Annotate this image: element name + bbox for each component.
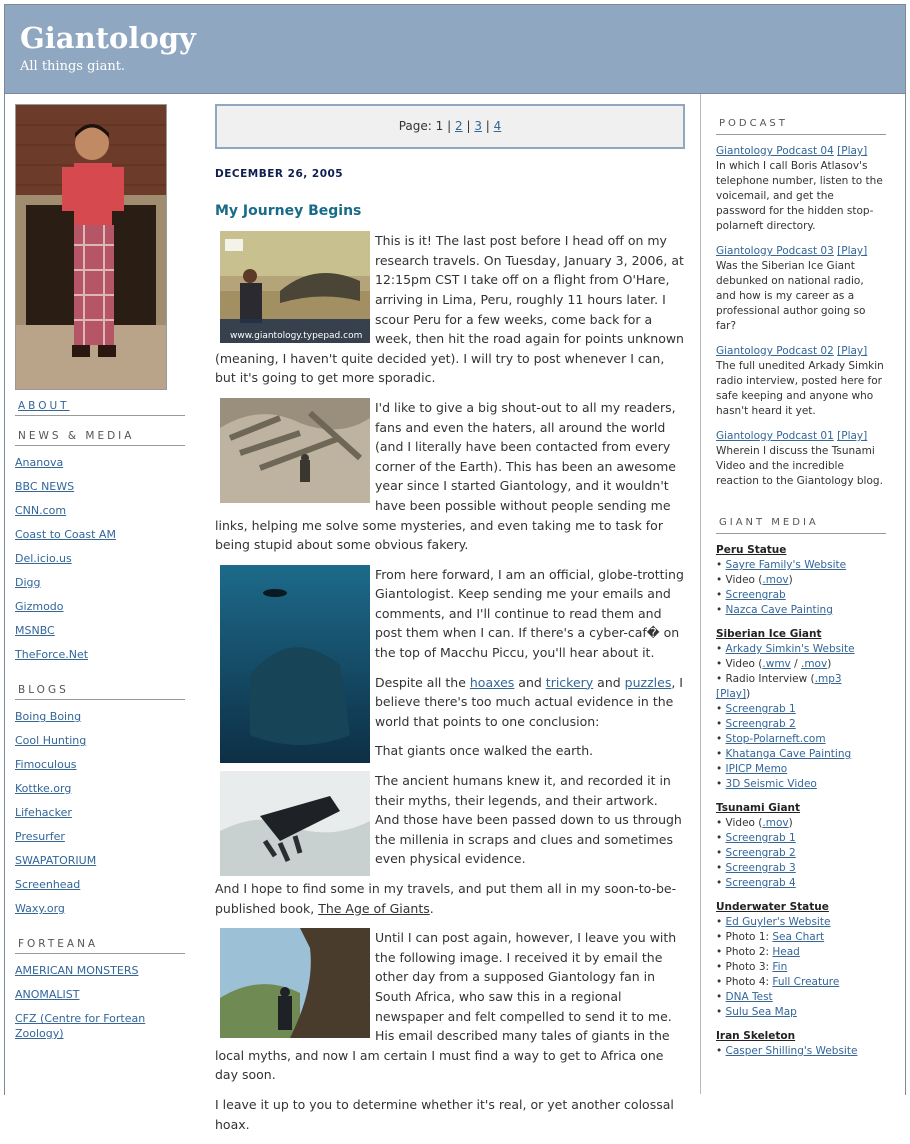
- media-link[interactable]: Stop-Polarneft.com: [725, 733, 826, 745]
- bullet: •: [716, 991, 726, 1003]
- media-link[interactable]: Nazca Cave Painting: [725, 604, 833, 616]
- text-run: ): [746, 688, 751, 700]
- media-link[interactable]: Screengrab 2: [725, 847, 796, 859]
- media-link[interactable]: .wmv: [762, 658, 791, 670]
- blog-link[interactable]: Presurfer: [15, 830, 65, 843]
- post-title[interactable]: My Journey Begins: [215, 202, 362, 219]
- african-giant-image[interactable]: [220, 928, 370, 1038]
- underwater-statue-group: [716, 900, 886, 1020]
- bullet: •: [716, 763, 726, 775]
- underwater-statue-image[interactable]: [220, 565, 370, 763]
- podcast-heading: PODCAST: [716, 116, 886, 135]
- media-link[interactable]: Fin: [772, 961, 788, 973]
- pager-separator: |: [485, 119, 490, 133]
- podcast-play-link[interactable]: [Play]: [837, 145, 868, 157]
- blog-link[interactable]: Fimoculous: [15, 758, 77, 771]
- blog-link[interactable]: Lifehacker: [15, 806, 72, 819]
- post-paragraph: This is it! The last post before I head off on my research travels. On Tuesday, January 3, 2006, at 12:15pm CST I take off on a flight from O'Hare, arriving in Lima, Peru, roughly 11 hours later. I scour Peru for a few weeks, come back for a week, then hit the road again for points unknown (meaning, I haven't quite decided yet). I will try to post whenever I can, but it's going to get more sporadic.: [215, 233, 684, 386]
- media-link[interactable]: Sea Chart: [772, 931, 825, 943]
- post-paragraph: The ancient humans knew it, and recorded it in their myths, their legends, and their artwork. And those have been passed down to us through the millenia in scraps and clues and sometimes even physical evidence.: [375, 773, 682, 867]
- podcast-item: [716, 429, 886, 489]
- forteana-link[interactable]: AMERICAN MONSTERS: [15, 964, 139, 977]
- podcast-description: Wherein I discuss the Tsunami Video and the incredible reaction to the Giantology blog.: [716, 445, 883, 487]
- hoaxes-link[interactable]: hoaxes: [469, 674, 515, 690]
- group-title: Underwater Statue: [716, 901, 829, 913]
- media-link[interactable]: Sulu Sea Map: [725, 1006, 797, 1018]
- pager-label: Page:: [398, 119, 432, 133]
- blog-link[interactable]: Kottke.org: [15, 782, 72, 795]
- pager-separator: |: [447, 119, 452, 133]
- text-run: Video (: [725, 574, 763, 586]
- blogs-heading: BLOGS: [15, 684, 185, 700]
- pager-link-4[interactable]: 4: [493, 119, 502, 133]
- stone-hand-illustration: [220, 398, 370, 503]
- right-sidebar: [700, 94, 901, 1094]
- post-body: [215, 231, 685, 1134]
- news-link[interactable]: Del.icio.us: [15, 552, 72, 565]
- bullet: •: [716, 748, 726, 760]
- text-run: Photo 1:: [725, 931, 773, 943]
- blog-link[interactable]: Cool Hunting: [15, 734, 87, 747]
- text-run: ): [788, 817, 793, 829]
- podcast-play-link[interactable]: [Play]: [837, 245, 868, 257]
- media-link[interactable]: 3D Seismic Video: [725, 778, 817, 790]
- media-link[interactable]: Ed Guyler's Website: [725, 916, 831, 928]
- post-date: DECEMBER 26, 2005: [215, 168, 344, 180]
- iran-skeleton-group: [716, 1029, 886, 1059]
- media-link[interactable]: Screengrab 1: [725, 832, 796, 844]
- underwater-illustration: [220, 565, 370, 763]
- post-paragraph: I leave it up to you to determine whether it's real, or yet another colossal hoax.: [215, 1096, 674, 1132]
- media-link[interactable]: Head: [772, 946, 800, 958]
- about-heading[interactable]: [15, 400, 185, 416]
- podcast-item: [716, 144, 886, 234]
- bullet: •: [716, 1045, 726, 1057]
- siberian-ice-giant-group: [716, 627, 886, 792]
- bullet: •: [716, 862, 726, 874]
- text-run: .: [429, 900, 434, 916]
- bullet: •: [716, 589, 726, 601]
- bullet: •: [716, 817, 726, 829]
- bullet: •: [716, 658, 726, 670]
- tsunami-giant-group: [716, 801, 886, 891]
- blog-link[interactable]: SWAPATORIUM: [15, 854, 97, 867]
- media-link[interactable]: .mov: [800, 658, 828, 670]
- main-content: [215, 104, 685, 1144]
- blogs-list: [15, 709, 185, 916]
- banner: [5, 5, 905, 94]
- media-link[interactable]: .mov: [762, 574, 789, 586]
- podcast-item: [716, 244, 886, 334]
- news-link[interactable]: BBC NEWS: [15, 480, 75, 493]
- news-media-heading: NEWS & MEDIA: [15, 430, 185, 446]
- left-sidebar: [15, 104, 185, 1050]
- giant-media-heading: GIANT MEDIA: [716, 515, 886, 534]
- image-caption: www.giantology.typepad.com: [230, 331, 363, 342]
- post-paragraph: [215, 879, 685, 918]
- text-run: ): [827, 658, 832, 670]
- text-run: Video (: [725, 658, 763, 670]
- blog-link[interactable]: Boing Boing: [15, 710, 82, 723]
- podcast-description: The full unedited Arkady Simkin radio interview, posted here for safe keeping and anyone who hasn't heard it yet.: [716, 360, 884, 417]
- news-link[interactable]: Coast to Coast AM: [15, 528, 116, 541]
- podcast-description: In which I call Boris Atlasov's telephone number, listen to the voicemail, and get the password for the hidden stop-polarneft directory.: [716, 160, 883, 232]
- post-paragraph: Until I can post again, however, I leave you with the following image. I received it by email the other day from a supposed Giantology fan in South Africa, who saw this in a regional newspaper and felt compelled to send it to me. His email described many tales of giants in the local myths, and now I am certain I must find a way to get to Africa one day soon.: [215, 930, 677, 1083]
- text-run: ): [788, 574, 793, 586]
- trickery-link[interactable]: trickery: [545, 674, 594, 690]
- about-link[interactable]: ABOUT: [18, 400, 70, 412]
- podcast-play-link[interactable]: [Play]: [837, 345, 868, 357]
- media-link[interactable]: Sayre Family's Website: [725, 559, 847, 571]
- post-paragraph: I'd like to give a big shout-out to all my readers, fans and even the haters, all around the world (and I literally have been contacted from every corner of the Earth). This has been an awesome year since I started Giantology, and it wouldn't have been possible without people sending me links, helping me solve some mysteries, and even taking me to task for being stupid about some obvious fakery.: [215, 399, 676, 553]
- podcast-item: [716, 344, 886, 419]
- group-title: Tsunami Giant: [716, 802, 801, 814]
- podcast-description: Was the Siberian Ice Giant debunked on national radio, and how is my career as a professional author going so far?: [716, 260, 866, 332]
- media-link[interactable]: Khatanga Cave Painting: [725, 748, 852, 760]
- play-link[interactable]: [Play]: [716, 688, 747, 700]
- media-link[interactable]: Screengrab 3: [725, 862, 796, 874]
- forteana-heading: FORTEANA: [15, 938, 185, 954]
- text-run: Video (: [725, 817, 763, 829]
- bullet: •: [716, 673, 726, 685]
- text-run: /: [790, 658, 801, 670]
- bullet: •: [716, 1006, 726, 1018]
- blog-link[interactable]: Screenhead: [15, 878, 81, 891]
- bullet: •: [716, 703, 726, 715]
- bullet: •: [716, 961, 726, 973]
- podcast-title-link[interactable]: Giantology Podcast 01: [716, 430, 834, 442]
- post-paragraph: From here forward, I am an official, globe-trotting Giantologist. Keep sending me your emails and comments, and I'll continue to read them and post them when I can. If there's a cyber-caf� on the top of Macchu Piccu, you'll hear about it.: [375, 566, 684, 661]
- bullet: •: [716, 976, 726, 988]
- news-media-list: [15, 455, 185, 662]
- pager-separator: |: [466, 119, 471, 133]
- text-run: and: [514, 674, 546, 690]
- bullet: •: [716, 733, 726, 745]
- media-link[interactable]: Screengrab: [725, 589, 786, 601]
- pager-link-3[interactable]: 3: [474, 119, 482, 133]
- news-link[interactable]: Gizmodo: [15, 600, 64, 613]
- podcast-title-link[interactable]: Giantology Podcast 02: [716, 345, 834, 357]
- text-run: And I hope to find some in my travels, and put them all in my soon-to-be-published book,: [215, 881, 677, 916]
- post-paragraph: That giants once walked the earth.: [375, 743, 594, 759]
- media-link[interactable]: Screengrab 4: [725, 877, 796, 889]
- media-link[interactable]: IPICP Memo: [725, 763, 788, 775]
- tsunami-giant-image[interactable]: [220, 771, 370, 876]
- news-link[interactable]: CNN.com: [15, 504, 67, 517]
- pager: [215, 104, 685, 149]
- bullet: •: [716, 946, 726, 958]
- pager-current: 1: [435, 119, 444, 133]
- site-title[interactable]: Giantology: [20, 21, 196, 55]
- podcast-title-link[interactable]: Giantology Podcast 03: [716, 245, 834, 257]
- tsunami-illustration: [220, 771, 370, 876]
- forteana-link[interactable]: ANOMALIST: [15, 988, 80, 1001]
- bullet: •: [716, 643, 726, 655]
- bullet: •: [716, 931, 726, 943]
- podcast-play-link[interactable]: [Play]: [837, 430, 868, 442]
- news-link[interactable]: TheForce.Net: [15, 648, 89, 661]
- group-title: Peru Statue: [716, 544, 787, 556]
- peru-statue-group: [716, 543, 886, 618]
- media-link[interactable]: Screengrab 2: [725, 718, 796, 730]
- media-link[interactable]: Screengrab 1: [725, 703, 796, 715]
- puzzles-link[interactable]: puzzles: [624, 674, 672, 690]
- media-link[interactable]: DNA Test: [725, 991, 773, 1003]
- text-run: Photo 4:: [725, 976, 773, 988]
- text-run: and: [593, 674, 625, 690]
- pager-link-2[interactable]: 2: [454, 119, 463, 133]
- group-title: Iran Skeleton: [716, 1030, 796, 1042]
- bullet: •: [716, 877, 726, 889]
- bullet: •: [716, 718, 726, 730]
- bullet: •: [716, 832, 726, 844]
- bullet: •: [716, 847, 726, 859]
- bullet: •: [716, 559, 726, 571]
- site-description: All things giant.: [20, 59, 126, 74]
- media-link[interactable]: .mov: [762, 817, 789, 829]
- podcast-title-link[interactable]: Giantology Podcast 04: [716, 145, 834, 157]
- text-run: , I believe there's too much actual evidence in the world that points to one conclusion:: [375, 674, 683, 729]
- african-giant-illustration: [220, 928, 370, 1038]
- media-link[interactable]: Arkady Simkin's Website: [725, 643, 855, 655]
- media-link[interactable]: Casper Shilling's Website: [725, 1045, 858, 1057]
- text-run: Radio Interview (: [725, 673, 815, 685]
- book-link[interactable]: The Age of Giants: [318, 900, 430, 916]
- news-link[interactable]: Ananova: [15, 456, 64, 469]
- text-run: Photo 3:: [725, 961, 773, 973]
- news-link[interactable]: Digg: [15, 576, 41, 589]
- text-run: Despite all the: [375, 674, 470, 690]
- group-title: Siberian Ice Giant: [716, 628, 822, 640]
- media-link[interactable]: .mp3: [814, 673, 842, 685]
- news-broadcast-image[interactable]: [220, 231, 370, 343]
- media-link[interactable]: Full Creature: [772, 976, 840, 988]
- child-photo-illustration: [16, 105, 166, 389]
- author-photo: [15, 104, 167, 390]
- text-run: Photo 2:: [725, 946, 773, 958]
- bullet: •: [716, 574, 726, 586]
- bullet: •: [716, 778, 726, 790]
- blog-link[interactable]: Waxy.org: [15, 902, 65, 915]
- stone-giant-image[interactable]: [220, 398, 370, 503]
- reporter-photo-illustration: [220, 231, 370, 343]
- bullet: •: [716, 604, 726, 616]
- bullet: •: [716, 916, 726, 928]
- forteana-link[interactable]: CFZ (Centre for Fortean Zoology): [15, 1012, 146, 1040]
- forteana-list: [15, 963, 185, 1041]
- news-link[interactable]: MSNBC: [15, 624, 55, 637]
